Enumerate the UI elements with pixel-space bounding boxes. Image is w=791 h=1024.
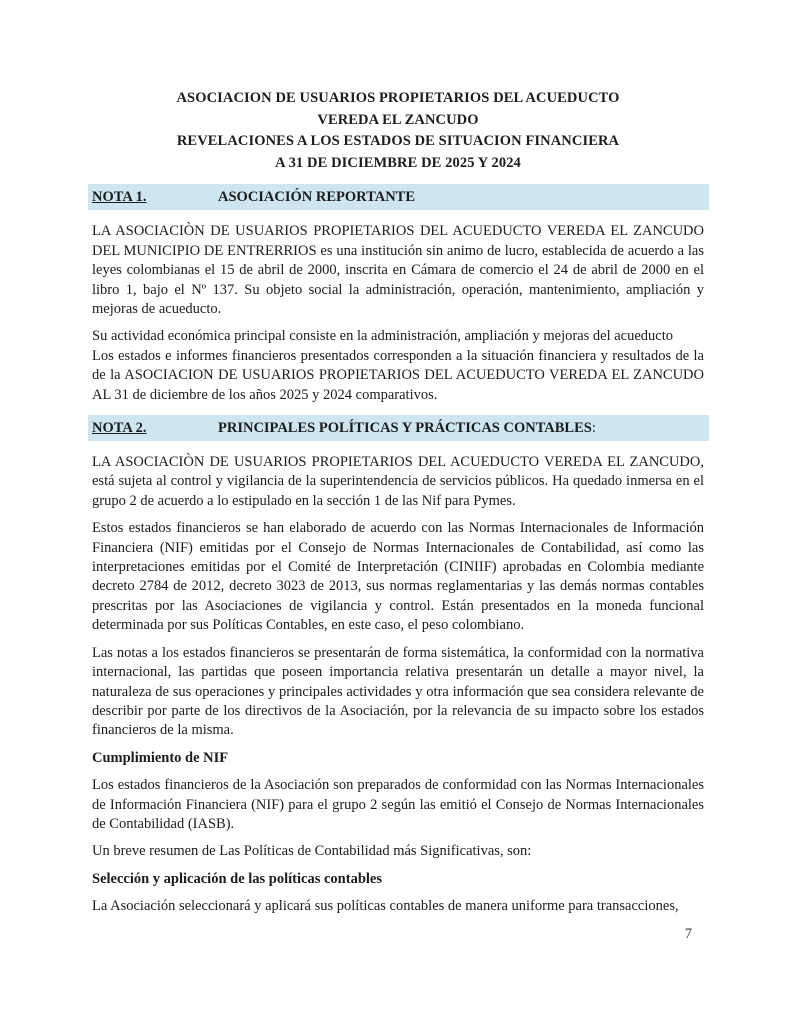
paragraph-control-vigilancia: LA ASOCIACIÒN DE USUARIOS PROPIETARIOS DEL ACUEDUCTO VEREDA EL ZANCUDO, está sujeta al control y vigilancia de la superintendencia de servicios públicos. Ha quedado inmersa en el grupo 2 de acuerdo a lo estipulado en la sección 1 de las Nif para Pymes. — [92, 454, 704, 509]
nota2-title-text: PRINCIPALES POLÍTICAS Y PRÁCTICAS CONTABLES — [218, 420, 592, 437]
document-title — [92, 88, 704, 174]
nota2-heading-bar — [88, 415, 709, 441]
nota2-title — [218, 419, 596, 437]
paragraph-normas-internacionales: Estos estados financieros se han elaborado de acuerdo con las Normas Internacionales de Información Financiera (NIF) emitidas por el Consejo de Normas Internacionales de Contabilidad, así como las interpretaciones emitidas por el Comité de Interpretación (CINIIF) aprobadas en Colombia mediante decreto 2784 de 2012, decreto 3023 de 2013, sus normas reglamentarias y las demás normas contables prescritas por las Asociaciones de vigilancia y control. Están presentados en la moneda funcional determinada por sus Políticas Contables, en este caso, el peso colombiano. — [92, 520, 704, 634]
page-content — [92, 88, 704, 944]
paragraph-seleccionara-aplicara: La Asociación seleccionará y aplicará sus políticas contables de manera uniforme para transacciones, — [92, 898, 679, 915]
nota2-title-suffix: : — [591, 420, 596, 437]
page-number: 7 — [684, 925, 692, 942]
nota1-label: NOTA 1. — [92, 189, 147, 206]
title-line-4: A 31 DE DICIEMBRE DE 2025 Y 2024 — [275, 154, 521, 171]
paragraph-actividad-economica: Su actividad económica principal consiste en la administración, ampliación y mejoras del acueducto — [92, 328, 674, 345]
paragraph-asociacion-reportante: LA ASOCIACIÒN DE USUARIOS PROPIETARIOS DEL ACUEDUCTO VEREDA EL ZANCUDO DEL MUNICIPIO DE ENTRERRIOS es una institución sin animo de lucro, establecida de acuerdo a las leyes colombianas el 15 de abril de 2000, inscrita en Cámara de comercio el 24 de abril de 2000 en el libro 1, bajo el Nº 137. Su objeto social la administración, operación, mantenimiento, ampliación y mejoras de acueducto. — [92, 223, 704, 317]
paragraph-preparados-conformidad: Los estados financieros de la Asociación son preparados de conformidad con las Normas Internacionales de Información Financiera (NIF) para el grupo 2 según las emitió el Consejo de Normas Internacionales de Contabilidad (IASB). — [92, 777, 704, 832]
nota1-title: ASOCIACIÓN REPORTANTE — [218, 189, 416, 206]
title-line-3: REVELACIONES A LOS ESTADOS DE SITUACION FINANCIERA — [176, 133, 620, 150]
paragraph-estados-informes: Los estados e informes financieros presentados corresponden a la situación financiera y resultados de la de la ASOCIACION DE USUARIOS PROPIETARIOS DEL ACUEDUCTO VEREDA EL ZANCUDO AL 31 de diciembre de los años 2025 y 2024 comparativos. — [92, 347, 704, 403]
paragraph-breve-resumen: Un breve resumen de Las Políticas de Contabilidad más Significativas, son: — [92, 843, 532, 860]
heading-cumplimiento-nif: Cumplimiento de NIF — [92, 749, 229, 766]
paragraph-notas-estados: Las notas a los estados financieros se presentarán de forma sistemática, la conformidad con la normativa internacional, las partidas que poseen importancia relativa presentarán un detalle a mayor nivel, la naturaleza de sus operaciones y principales actividades y otra información que sea considera relevante de describir por parte de los directivos de la Asociación, por la relevancia de su impacto sobre los estados financieros de la misma. — [92, 644, 704, 739]
nota1-heading-bar — [88, 184, 709, 210]
heading-seleccion-politicas: Selección y aplicación de las políticas contables — [92, 870, 382, 887]
title-line-2: VEREDA EL ZANCUDO — [317, 111, 479, 128]
nota2-label: NOTA 2. — [92, 420, 147, 437]
title-line-1: ASOCIACION DE USUARIOS PROPIETARIOS DEL ACUEDUCTO — [176, 90, 620, 106]
